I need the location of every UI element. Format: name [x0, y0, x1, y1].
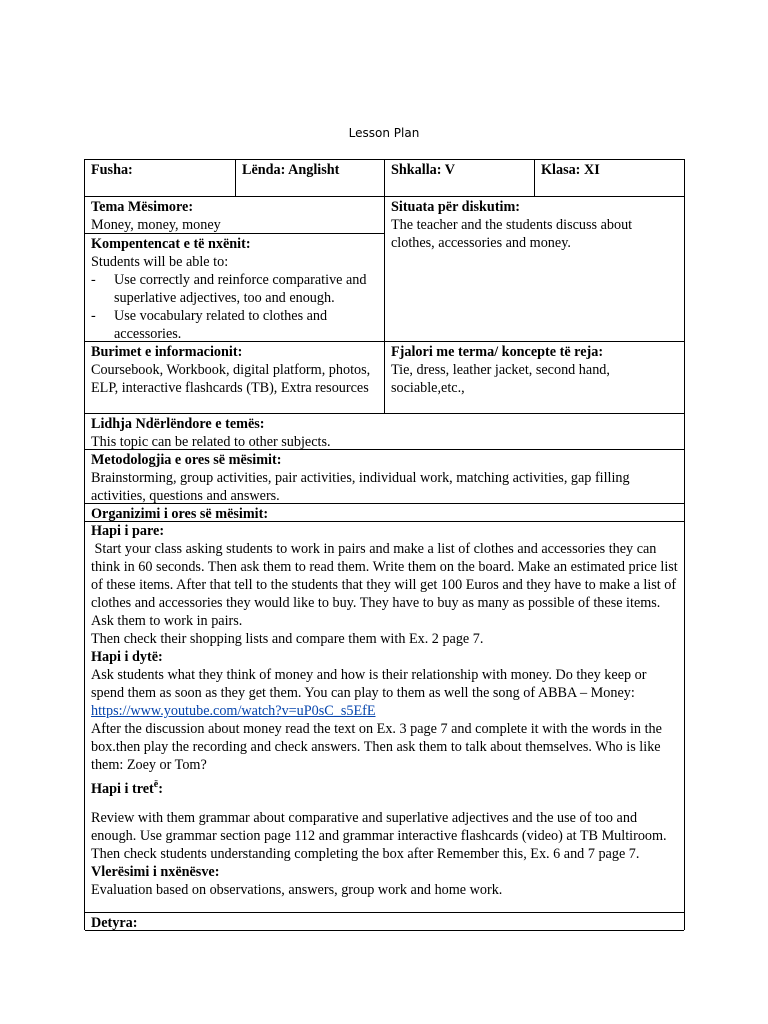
cell-metodologjia	[85, 450, 684, 504]
youtube-link[interactable]: https://www.youtube.com/watch?v=uP0sC_s5EfE	[91, 703, 376, 719]
shkalla-label: Shkalla: V	[391, 162, 456, 178]
lidhja-text: This topic can be related to other subjects.	[91, 434, 331, 450]
cell-situata	[385, 197, 684, 342]
hapi3-paragraph: Review with them grammar about comparative and superlative adjectives and the use of too and enough. Use grammar section page 112 and grammar interactive flashcards (video) at TB Multiroom. Then check students understanding completing the box after Remember this, Ex. 6 and 7 page 7.	[91, 810, 667, 862]
cell-lidhja	[85, 414, 684, 450]
lidhja-label: Lidhja Ndërlëndore e temës:	[91, 416, 265, 432]
hapi1-paragraph-2: Then check their shopping lists and compare them with Ex. 2 page 7.	[91, 631, 484, 647]
cell-burimet	[85, 342, 385, 414]
hapi2-paragraph	[91, 666, 678, 720]
document-title: Lesson Plan	[348, 126, 420, 140]
hapi2-label: Hapi i dytë:	[91, 649, 163, 665]
lenda-label: Lënda: Anglisht	[242, 162, 340, 178]
list-item: - Use vocabulary related to clothes and accessories.	[91, 308, 328, 342]
cell-tema	[85, 197, 385, 234]
cell-lesson-steps	[85, 522, 684, 931]
situata-text: The teacher and the students discuss about clothes, accessories and money.	[391, 217, 633, 251]
hapi2-paragraph-2: After the discussion about money read the text on Ex. 3 page 7 and complete it with the words in the box.then play the recording and check answers. Then ask them to talk about themselves. Who is like them: Zoey or Tom?	[91, 721, 662, 773]
cell-lenda	[236, 160, 385, 197]
tema-label: Tema Mësimore:	[91, 199, 194, 215]
vleresimi-text: Evaluation based on observations, answers, group work and home work.	[91, 882, 503, 898]
cell-fjalori	[385, 342, 684, 414]
cell-klasa	[535, 160, 684, 197]
metodologjia-label: Metodologjia e ores së mësimit:	[91, 452, 282, 468]
hapi1-label: Hapi i pare:	[91, 523, 165, 539]
organizimi-label: Organizimi i ores së mësimit:	[91, 506, 269, 522]
burimet-label: Burimet e informacionit:	[91, 344, 243, 360]
lesson-plan-table	[84, 159, 685, 930]
cell-shkalla	[385, 160, 535, 197]
situata-label: Situata për diskutim:	[391, 199, 521, 215]
kompetencat-item-2: Use vocabulary related to clothes and accessories.	[114, 308, 328, 342]
klasa-label: Klasa: XI	[541, 162, 600, 178]
metodologjia-text: Brainstorming, group activities, pair activities, individual work, matching activities, gap filling activities, questions and answers.	[91, 470, 630, 504]
kompetencat-item-1: Use correctly and reinforce comparative and superlative adjectives, too and enough.	[114, 272, 367, 306]
hapi1-paragraph: Start your class asking students to work in pairs and make a list of clothes and accessories they can think in 60 seconds. Then ask them to read them. Write them on the board. Make an estimated price list of these items. After that tell to the students that they will get 100 Euros and they have to make a list of clothes and accessories they would like to buy. They have to buy as many as possible of these items. Ask them to work in pairs.	[91, 541, 682, 629]
kompetencat-label: Kompentencat e të nxënit:	[91, 236, 251, 252]
cell-fusha	[85, 160, 236, 197]
hapi3-label-sup: ë	[153, 779, 159, 790]
fjalori-text: Tie, dress, leather jacket, second hand, sociable,etc.,	[391, 362, 610, 396]
fjalori-label: Fjalori me terma/ koncepte të reja:	[391, 344, 604, 360]
cell-kompetencat	[85, 234, 385, 342]
hapi2-text: Ask students what they think of money and how is their relationship with money. Do they keep or spend them as soon as they get them. You can play to them as well the song of ABBA – Money:	[91, 667, 647, 701]
hapi3-heading	[91, 780, 678, 800]
cell-organizimi	[85, 504, 684, 522]
cell-detyra	[85, 912, 684, 931]
list-item: - Use correctly and reinforce comparative and superlative adjectives, too and enough.	[91, 272, 367, 306]
fusha-label: Fusha:	[91, 162, 133, 178]
vleresimi-label: Vlerësimi i nxënësve:	[91, 864, 220, 880]
detyra-label: Detyra:	[91, 915, 138, 931]
hapi3-label: Hapi i tret	[91, 781, 154, 797]
burimet-text: Coursebook, Workbook, digital platform, photos, ELP, interactive flashcards (TB), Extra resources	[91, 362, 371, 396]
tema-text: Money, money, money	[91, 217, 221, 233]
hapi3-label-colon: :	[158, 781, 163, 797]
kompetencat-intro: Students will be able to:	[91, 254, 229, 270]
